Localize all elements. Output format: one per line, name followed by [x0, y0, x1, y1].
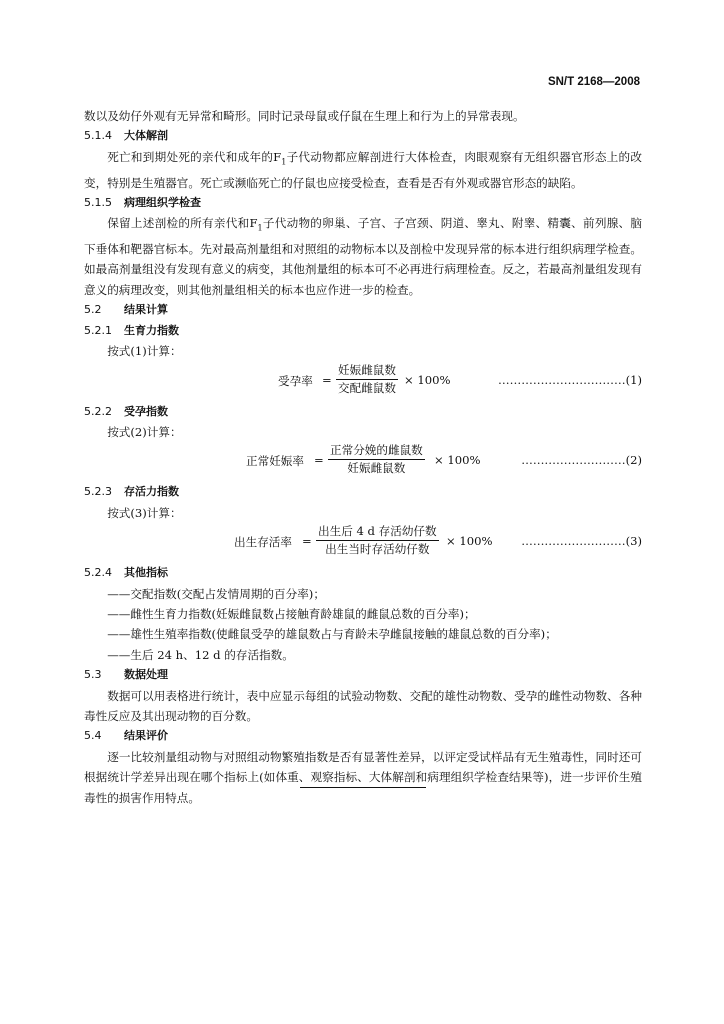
heading-5-4 — [84, 726, 642, 746]
formula-number-label: ……………………………(1) — [498, 372, 642, 387]
formula-times-100-percent: × 100% — [446, 534, 493, 549]
paragraph-gross-necropsy — [84, 147, 642, 193]
formula-1 — [84, 362, 642, 402]
formula-3 — [84, 523, 642, 563]
heading-number: 5.1.5 — [84, 195, 112, 209]
formula-fraction — [328, 442, 425, 477]
paragraph-formula-intro-3: 按式(3)计算： — [107, 505, 182, 520]
doc-header-id: SN/T 2168—2008 — [547, 76, 640, 88]
document-body — [84, 106, 642, 808]
formula-equals: = — [322, 372, 332, 387]
heading-title: 病理组织学检查 — [124, 195, 201, 209]
text-span: 子代动物都应解剖进行大体检查，肉眼观察有无组织器官形态上的改变，特别是生殖器官。死亡或濒临死亡的仔鼠也应接受检查，查看是否有外观或器官形态的缺陷。 — [84, 149, 642, 190]
heading-title: 结果计算 — [124, 303, 168, 317]
formula-number-label: ………………………(2) — [521, 453, 642, 468]
fraction-numerator: 出生后 4 d 存活幼仔数 — [316, 523, 439, 541]
subscript: 1 — [257, 223, 263, 233]
fraction-numerator: 妊娠雌鼠数 — [336, 362, 398, 380]
formula-lhs: 受孕率 — [278, 373, 313, 388]
heading-title: 结果评价 — [124, 729, 168, 743]
heading-5-2-3 — [84, 482, 642, 502]
fraction-denominator: 交配雌鼠数 — [338, 380, 396, 395]
end-of-document-rule — [300, 787, 426, 788]
text-span: 死亡和到期处死的亲代和成年的F — [107, 149, 282, 164]
heading-5-2 — [84, 300, 642, 320]
formula-fraction — [336, 362, 398, 397]
heading-number: 5.2.2 — [84, 404, 112, 418]
heading-number: 5.2.1 — [84, 323, 112, 337]
heading-number: 5.1.4 — [84, 129, 112, 143]
list-item: ——交配指数(交配占发情周期的百分率)； — [107, 586, 325, 601]
heading-number: 5.4 — [84, 729, 102, 743]
list-item: ——生后 24 h、12 d 的存活指数。 — [107, 647, 294, 662]
text-span: 子代动物的卵巢、子宫、子宫颈、阴道、睾丸、附睾、精囊、前列腺、脑下垂体和靶器官标本。先对最高剂量组和对照组的动物标本以及剖检中发现异常的标本进行组织病理学检查。如最高剂量组没有发现有意义的病变，其他剂量组的标本可不必再进行病理检查。反之，若最高剂量组发现有意义的病理改变，则其他剂量组相关的标本也应作进一步的检查。 — [84, 216, 642, 297]
paragraph-formula-intro-1: 按式(1)计算： — [107, 344, 182, 359]
formula-2 — [84, 442, 642, 482]
list-item: ——雄性生殖率指数(使雌鼠受孕的雄鼠数占与育龄未孕雌鼠接触的雄鼠总数的百分率)； — [107, 627, 557, 642]
paragraph-continuation: 数以及幼仔外观有无异常和畸形。同时记录母鼠或仔鼠在生理上和行为上的异常表现。 — [84, 109, 525, 123]
list-item: ——雌性生育力指数(妊娠雌鼠数占接触育龄雄鼠的雌鼠总数的百分率)； — [107, 606, 476, 621]
formula-times-100-percent: × 100% — [434, 453, 481, 468]
heading-title: 生育力指数 — [124, 323, 179, 337]
heading-title: 受孕指数 — [124, 404, 168, 418]
formula-fraction — [316, 523, 439, 558]
formula-equals: = — [302, 534, 312, 549]
heading-number: 5.2 — [84, 303, 102, 317]
fraction-denominator: 出生当时存活幼仔数 — [325, 542, 430, 557]
formula-lhs: 出生存活率 — [234, 535, 292, 550]
paragraph-histopathology — [84, 213, 642, 300]
heading-title: 大体解剖 — [124, 129, 168, 143]
heading-5-3 — [84, 665, 642, 685]
formula-number-label: ………………………(3) — [521, 534, 642, 549]
heading-title: 数据处理 — [124, 668, 168, 682]
heading-title: 其他指标 — [124, 566, 168, 580]
formula-lhs: 正常妊娠率 — [246, 454, 304, 469]
fraction-numerator: 正常分娩的雌鼠数 — [328, 442, 425, 460]
heading-number: 5.2.4 — [84, 566, 112, 580]
text-span: 保留上述剖检的所有亲代和F — [107, 216, 258, 231]
formula-equals: = — [314, 453, 324, 468]
heading-number: 5.2.3 — [84, 485, 112, 499]
heading-5-2-2 — [84, 402, 642, 422]
heading-5-1-5 — [84, 193, 642, 213]
heading-number: 5.3 — [84, 668, 102, 682]
fraction-denominator: 妊娠雌鼠数 — [347, 461, 406, 476]
paragraph-formula-intro-2: 按式(2)计算： — [107, 424, 182, 439]
paragraph-result-evaluation: 逐一比较剂量组动物与对照组动物繁殖指数是否有显著性差异，以评定受试样品有无生殖毒性，同时还可根据统计学差异出现在哪个指标上(如体重、观察指标、大体解剖和病理组织学检查结果等)，进一步评价生殖毒性的损害作用特点。 — [84, 749, 642, 805]
formula-times-100-percent: × 100% — [404, 372, 451, 387]
heading-5-2-4 — [84, 563, 642, 583]
heading-5-2-1 — [84, 321, 642, 341]
heading-title: 存活力指数 — [124, 485, 179, 499]
paragraph-data-processing: 数据可以用表格进行统计，表中应显示每组的试验动物数、交配的雄性动物数、受孕的雌性动物数、各种毒性反应及其出现动物的百分数。 — [84, 688, 642, 723]
subscript: 1 — [281, 157, 287, 167]
heading-5-1-4 — [84, 126, 642, 146]
